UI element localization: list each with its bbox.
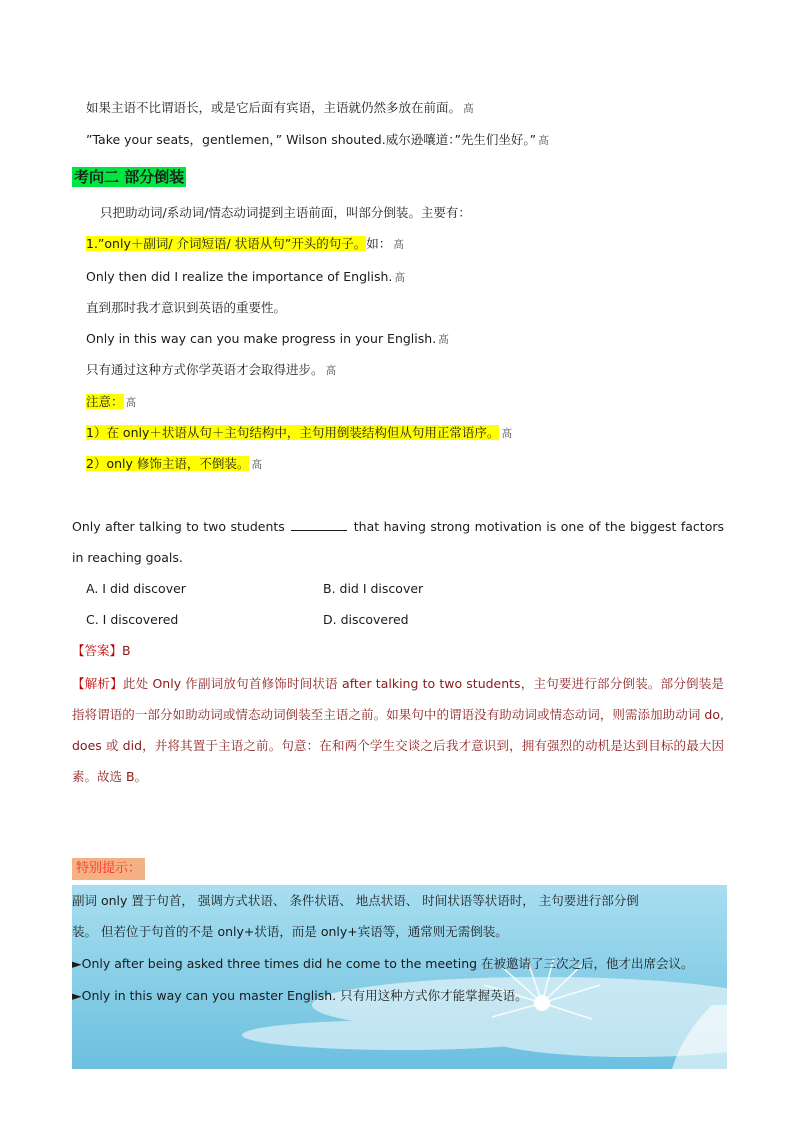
answer-blank (291, 516, 347, 531)
intro-text (100, 203, 471, 223)
question-stem-before: Only after talking to two students (72, 519, 285, 534)
rule-item-1-highlight: 1.”only＋副词/ 介词短语/ 状语从句”开头的句子。 (86, 236, 367, 251)
example-1-chinese (86, 298, 286, 318)
answer-value: B (122, 643, 131, 658)
paragraph-mark-icon: 髙 (501, 427, 513, 440)
answer-label: 【答案】 (72, 643, 123, 658)
option-a-text: A. I did discover (86, 581, 186, 596)
option-d (323, 610, 409, 630)
paragraph-mark-icon: 髙 (251, 458, 263, 471)
paragraph-2 (86, 130, 549, 151)
example-2-chinese-text: 只有通过这种方式你学英语才会取得进步。 (86, 362, 324, 377)
example-2-english-text: Only in this way can you make progress in your English. (86, 331, 437, 346)
note-label-text: 注意： (86, 394, 124, 409)
question-stem-after: that having strong motivation is one of the biggest factors in reaching goals. (72, 519, 724, 565)
example-1-english-text: Only then did I realize the importance of English. (86, 269, 393, 284)
example-1-english (86, 267, 405, 288)
note-2-text: 2）only 修饰主语，不倒装。 (86, 456, 250, 471)
tip-line-2: 装。 但若位于句首的不是 only+状语，而是 only+宾语等，通常则无需倒装。 (72, 924, 508, 939)
intro-text-content: 只把助动词/系动词/情态动词提到主语前面，叫部分倒装。主要有： (100, 205, 471, 220)
section-title-text: 考向二 部分倒装 (74, 168, 185, 186)
example-1-chinese-text: 直到那时我才意识到英语的重要性。 (86, 300, 287, 315)
option-b-text: B. did I discover (323, 581, 424, 596)
paragraph-2-text: ”Take your seats，gentlemen，” Wilson shouted.威尔逊嚷道：”先生们坐好。” (86, 132, 537, 147)
note-label (86, 392, 137, 413)
example-2-english (86, 329, 449, 350)
analysis-text: 此处 Only 作副词放句首修饰时间状语 after talking to two students，主句要进行部分倒装。部分倒装是指将谓语的一部分如助动词或情态动词倒装至主语之前。如果句中的谓语没有助动词或情态动词，则需添加助动词 do, does 或 did，并将其置于主语之前。句意：在和两个学生交谈之后我才意识到，拥有强烈的动机是达到目标的最大因素。故选 B。 (72, 676, 724, 784)
analysis-label: 【解析】 (72, 676, 123, 691)
tip-line-1: 副词 only 置于句首， 强调方式状语、 条件状语、 地点状语、 时间状语等状语时， 主句要进行部分倒 (72, 893, 639, 908)
rule-item-1-tail: 如： (366, 236, 392, 251)
tip-example-1: ►Only after being asked three times did he come to the meeting 在被邀请了三次之后，他才出席会议。 (72, 956, 694, 971)
tip-example-2: ►Only in this way can you master English. 只有用这种方式你才能掌握英语。 (72, 988, 528, 1003)
option-b (323, 579, 423, 599)
paragraph-mark-icon: 髙 (125, 396, 137, 409)
option-d-text: D. discovered (323, 612, 409, 627)
example-2-chinese (86, 360, 337, 381)
analysis-block (72, 668, 724, 792)
paragraph-1 (86, 98, 474, 119)
paragraph-mark-icon: 髙 (438, 333, 450, 346)
note-1-text: 1）在 only＋状语从句＋主句结构中，主句用倒装结构但从句用正常语序。 (86, 425, 500, 440)
option-a (86, 579, 186, 599)
note-1 (86, 423, 512, 444)
paragraph-mark-icon: 髙 (393, 238, 405, 251)
note-2 (86, 454, 262, 475)
option-c (86, 610, 178, 630)
paragraph-mark-icon: 髙 (463, 102, 475, 115)
paragraph-1-text: 如果主语不比谓语长，或是它后面有宾语，主语就仍然多放在前面。 (86, 100, 462, 115)
answer-line (72, 641, 131, 661)
question-stem (72, 511, 724, 573)
paragraph-mark-icon: 髙 (325, 364, 337, 377)
section-title (72, 167, 186, 188)
paragraph-mark-icon: 髙 (394, 271, 406, 284)
tip-box (72, 885, 727, 1069)
option-c-text: C. I discovered (86, 612, 179, 627)
paragraph-mark-icon: 髙 (538, 134, 550, 147)
rule-item-1 (86, 234, 404, 255)
tip-label: 特别提示： (72, 858, 145, 880)
